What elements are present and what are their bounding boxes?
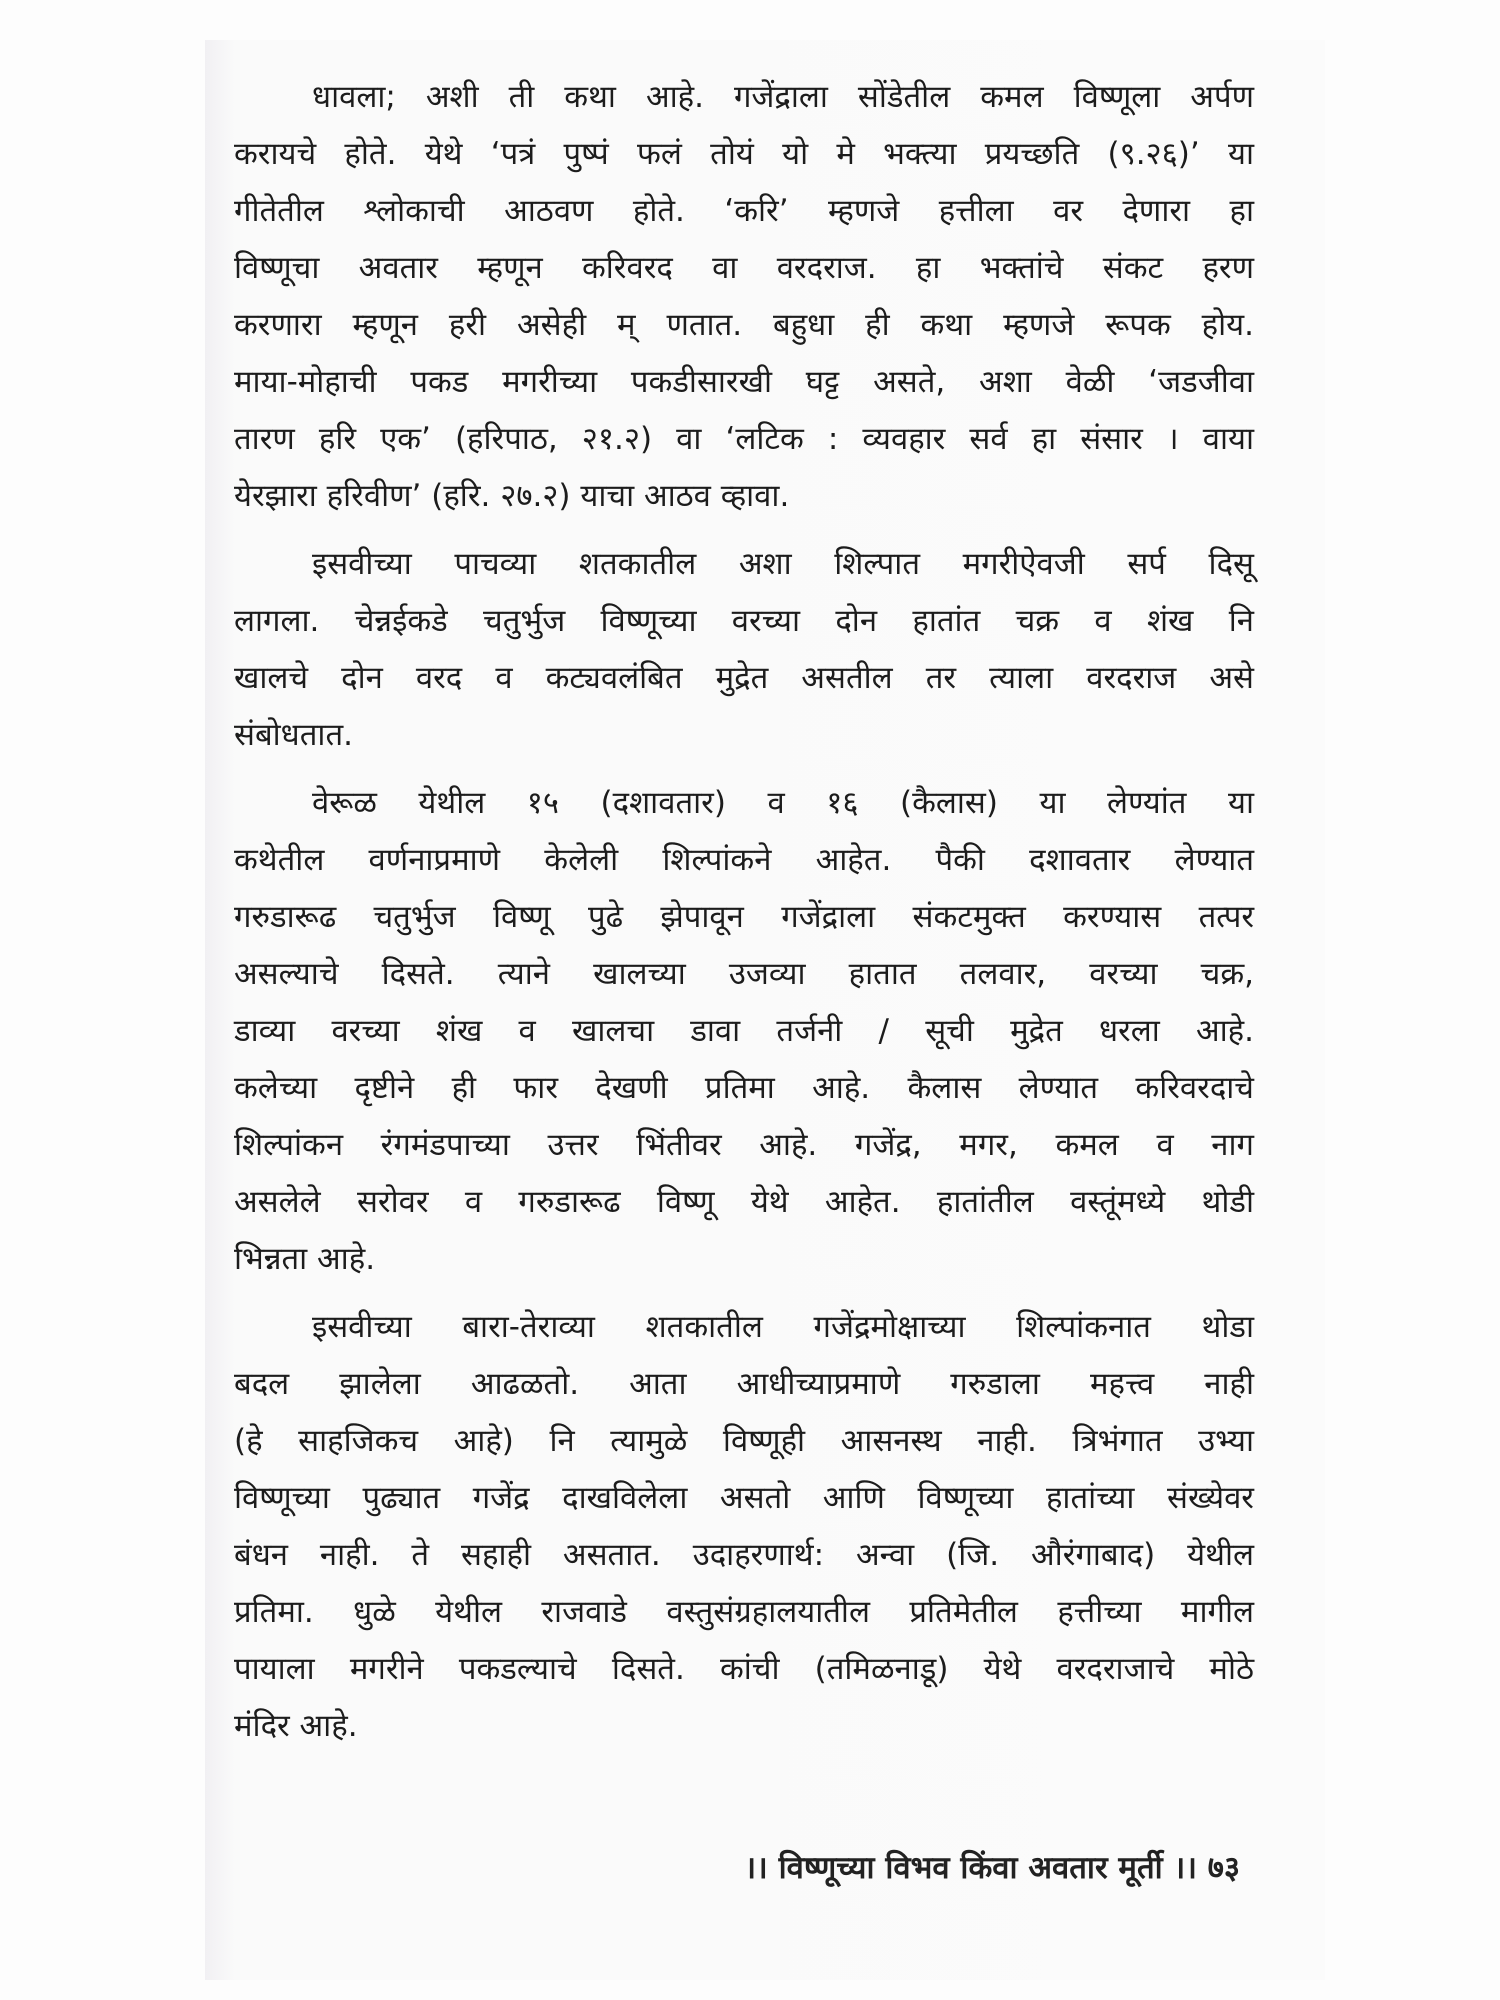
text-line: डाव्या वरच्या शंख व खालचा डावा तर्जनी / सूची मुद्रेत धरला आहे. [234, 1013, 1254, 1049]
text-line: विष्णूच्या पुढ्यात गजेंद्र दाखविलेला असतो आणि विष्णूच्या हातांच्या संख्येवर [234, 1480, 1254, 1516]
text-line: बदल झालेला आढळतो. आता आधीच्याप्रमाणे गरुडाला महत्त्व नाही [234, 1366, 1254, 1402]
text-line: धावला; अशी ती कथा आहे. गजेंद्राला सोंडेतील कमल विष्णूला अर्पण [312, 79, 1254, 115]
text-line: (हे साहजिकच आहे) नि त्यामुळे विष्णूही आसनस्थ नाही. त्रिभंगात उभ्या [234, 1423, 1254, 1459]
text-line: असल्याचे दिसते. त्याने खालच्या उजव्या हातात तलवार, वरच्या चक्र, [234, 956, 1254, 992]
text-line: मंदिर आहे. [234, 1708, 358, 1744]
text-line: कथेतील वर्णनाप्रमाणे केलेली शिल्पांकने आहेत. पैकी दशावतार लेण्यात [234, 842, 1254, 878]
paragraph [234, 775, 1254, 1288]
text-line: प्रतिमा. धुळे येथील राजवाडे वस्तुसंग्रहालयातील प्रतिमेतील हत्तीच्या मागील [234, 1594, 1254, 1630]
text-line: संबोधतात. [234, 717, 353, 753]
text-line: वेरूळ येथील १५ (दशावतार) व १६ (कैलास) या लेण्यांत या [312, 785, 1254, 821]
paragraph [234, 1299, 1254, 1755]
text-line: गरुडारूढ चतुर्भुज विष्णू पुढे झेपावून गजेंद्राला संकटमुक्त करण्यास तत्पर [234, 899, 1254, 935]
page-footer [560, 1840, 1240, 1896]
text-line: येरझारा हरिवीण’ (हरि. २७.२) याचा आठव व्हावा. [234, 478, 790, 514]
paragraph [234, 69, 1254, 525]
paragraph [234, 536, 1254, 764]
text-line: करायचे होते. येथे ‘पत्रं पुष्पं फलं तोयं यो मे भक्त्या प्रयच्छति (९.२६)’ या [234, 136, 1254, 172]
text-line: बंधन नाही. ते सहाही असतात. उदाहरणार्थ: अन्वा (जि. औरंगाबाद) येथील [234, 1537, 1254, 1573]
running-title: ।। विष्णूच्या विभव किंवा अवतार मूर्ती ।। [744, 1850, 1197, 1886]
body-text [234, 69, 1254, 1755]
text-line: असलेले सरोवर व गरुडारूढ विष्णू येथे आहेत. हातांतील वस्तूंमध्ये थोडी [234, 1184, 1254, 1220]
text-line: लागला. चेन्नईकडे चतुर्भुज विष्णूच्या वरच्या दोन हातांत चक्र व शंख नि [234, 603, 1254, 639]
text-line: इसवीच्या बारा-तेराव्या शतकातील गजेंद्रमोक्षाच्या शिल्पांकनात थोडा [312, 1309, 1254, 1345]
page-number: ७३ [1207, 1850, 1240, 1886]
text-line: इसवीच्या पाचव्या शतकातील अशा शिल्पात मगरीऐवजी सर्प दिसू [312, 546, 1254, 582]
text-line: विष्णूचा अवतार म्हणून करिवरद वा वरदराज. हा भक्तांचे संकट हरण [234, 250, 1254, 286]
text-line: गीतेतील श्लोकाची आठवण होते. ‘करि’ म्हणजे हत्तीला वर देणारा हा [234, 193, 1254, 229]
text-line: खालचे दोन वरद व कट्यवलंबित मुद्रेत असतील तर त्याला वरदराज असे [234, 660, 1254, 696]
text-line: माया-मोहाची पकड मगरीच्या पकडीसारखी घट्ट असते, अशा वेळी ‘जडजीवा [234, 364, 1254, 400]
text-line: तारण हरि एक’ (हरिपाठ, २१.२) वा ‘लटिक : व्यवहार सर्व हा संसार । वाया [234, 421, 1254, 457]
text-line: करणारा म्हणून हरी असेही म् णतात. बहुधा ही कथा म्हणजे रूपक होय. [234, 307, 1254, 343]
text-line: पायाला मगरीने पकडल्याचे दिसते. कांची (तमिळनाडू) येथे वरदराजाचे मोठे [234, 1651, 1254, 1687]
text-line: कलेच्या दृष्टीने ही फार देखणी प्रतिमा आहे. कैलास लेण्यात करिवरदाचे [234, 1070, 1254, 1106]
text-line: शिल्पांकन रंगमंडपाच्या उत्तर भिंतीवर आहे. गजेंद्र, मगर, कमल व नाग [234, 1127, 1254, 1163]
text-line: भिन्नता आहे. [234, 1241, 376, 1277]
